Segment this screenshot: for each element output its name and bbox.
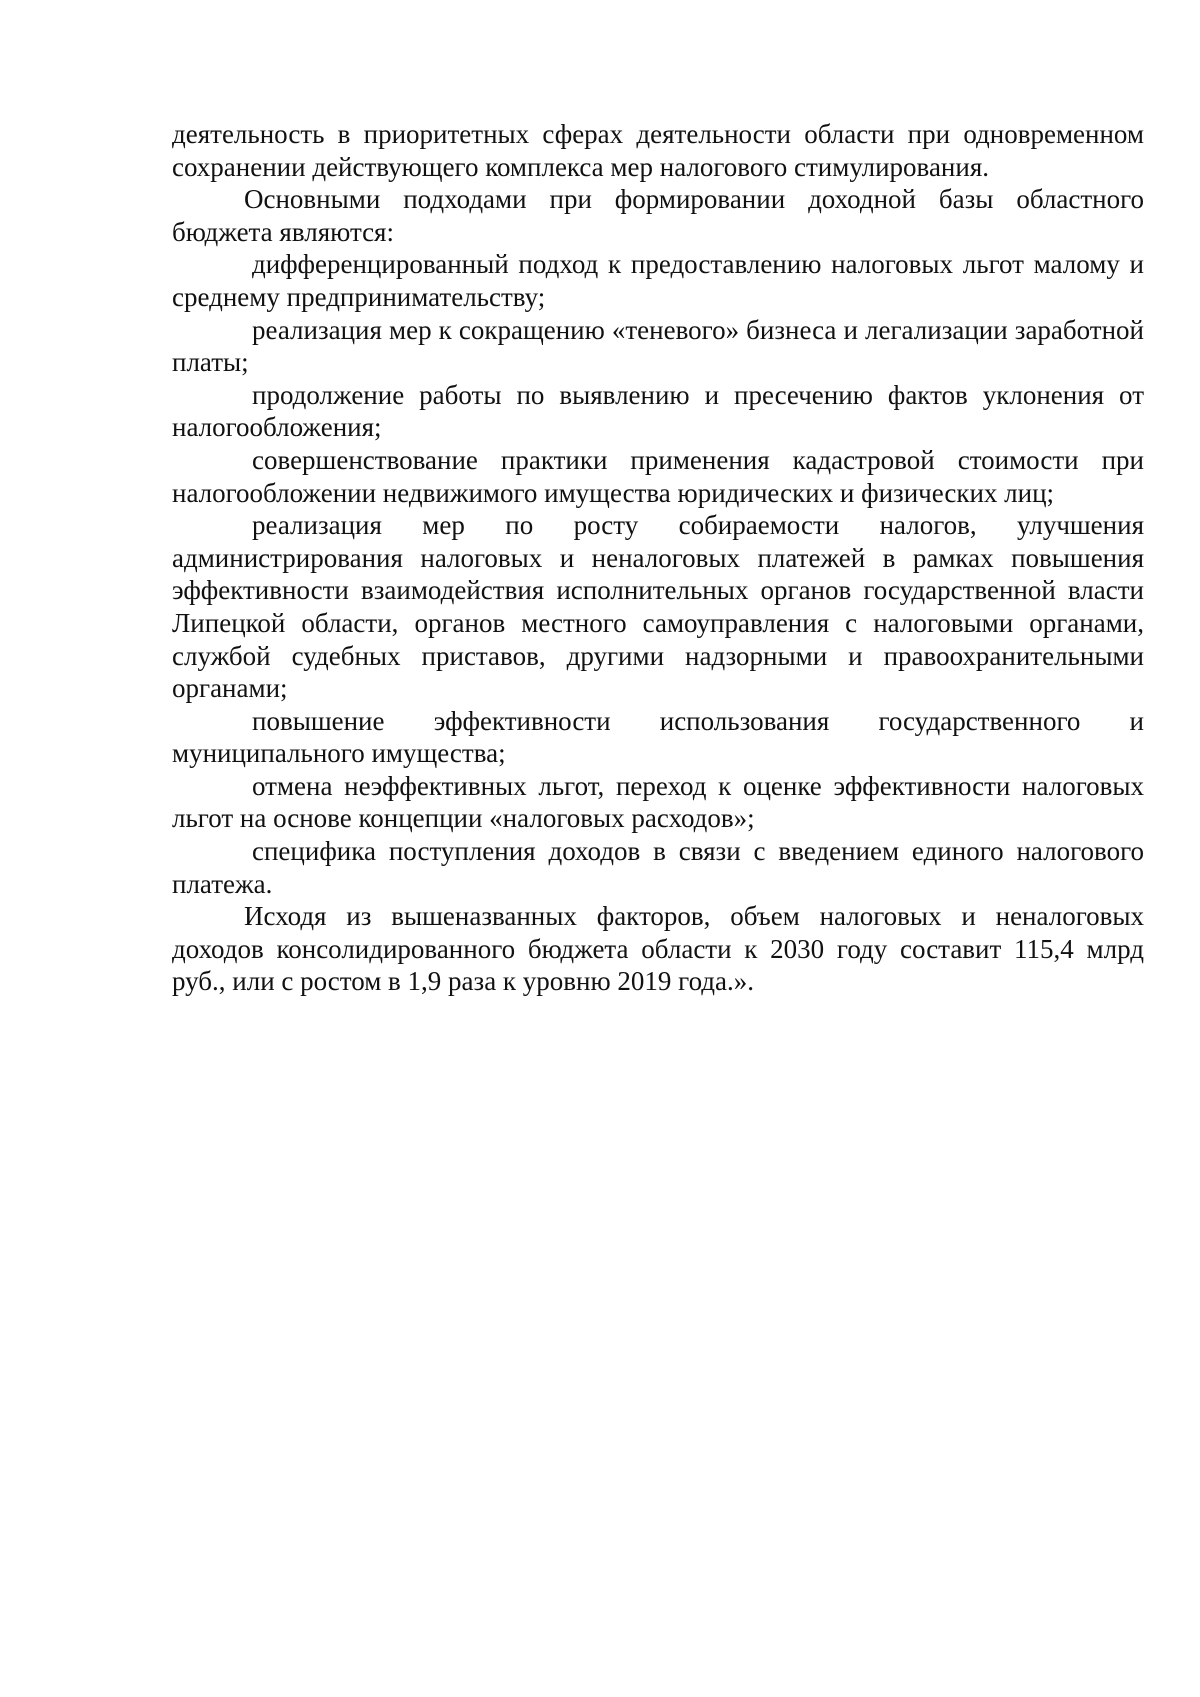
list-item: повышение эффективности использования государственного и муниципального имущества; [172,705,1144,769]
list-item: реализация мер к сокращению «теневого» бизнеса и легализации заработной платы; [172,314,1144,378]
paragraph-intro: Основными подходами при формировании доходной базы областного бюджета являются: [172,184,1144,247]
paragraph-conclusion: Исходя из вышеназванных факторов, объем налоговых и неналоговых доходов консолидированного бюджета области к 2030 году составит 115,4 млрд руб., или с ростом в 1,9 раза к уровню 2019 года.». [172,901,1144,997]
list-item: реализация мер по росту собираемости налогов, улучшения администрирования налоговых и неналоговых платежей в рамках повышения эффективности взаимодействия исполнительных органов государственной власти Липецкой области, органов местного самоуправления с налоговыми органами, службой судебных приставов, другими надзорными и правоохранительными органами; [172,510,1144,704]
paragraph-continuation: деятельность в приоритетных сферах деятельности области при одновременном сохранении действующего комплекса мер налогового стимулирования. [172,119,1144,182]
list-item: продолжение работы по выявлению и пресечению фактов уклонения от налогообложения; [172,379,1144,443]
document-body [172,118,1144,998]
list-item: специфика поступления доходов в связи с введением единого налогового платежа. [172,836,1144,899]
list-item: совершенствование практики применения кадастровой стоимости при налогообложении недвижимого имущества юридических и физических лиц; [172,444,1144,508]
list-item: отмена неэффективных льгот, переход к оценке эффективности налоговых льгот на основе концепции «налоговых расходов»; [172,770,1144,834]
list-item: дифференцированный подход к предоставлению налоговых льгот малому и среднему предпринимательству; [172,249,1144,312]
